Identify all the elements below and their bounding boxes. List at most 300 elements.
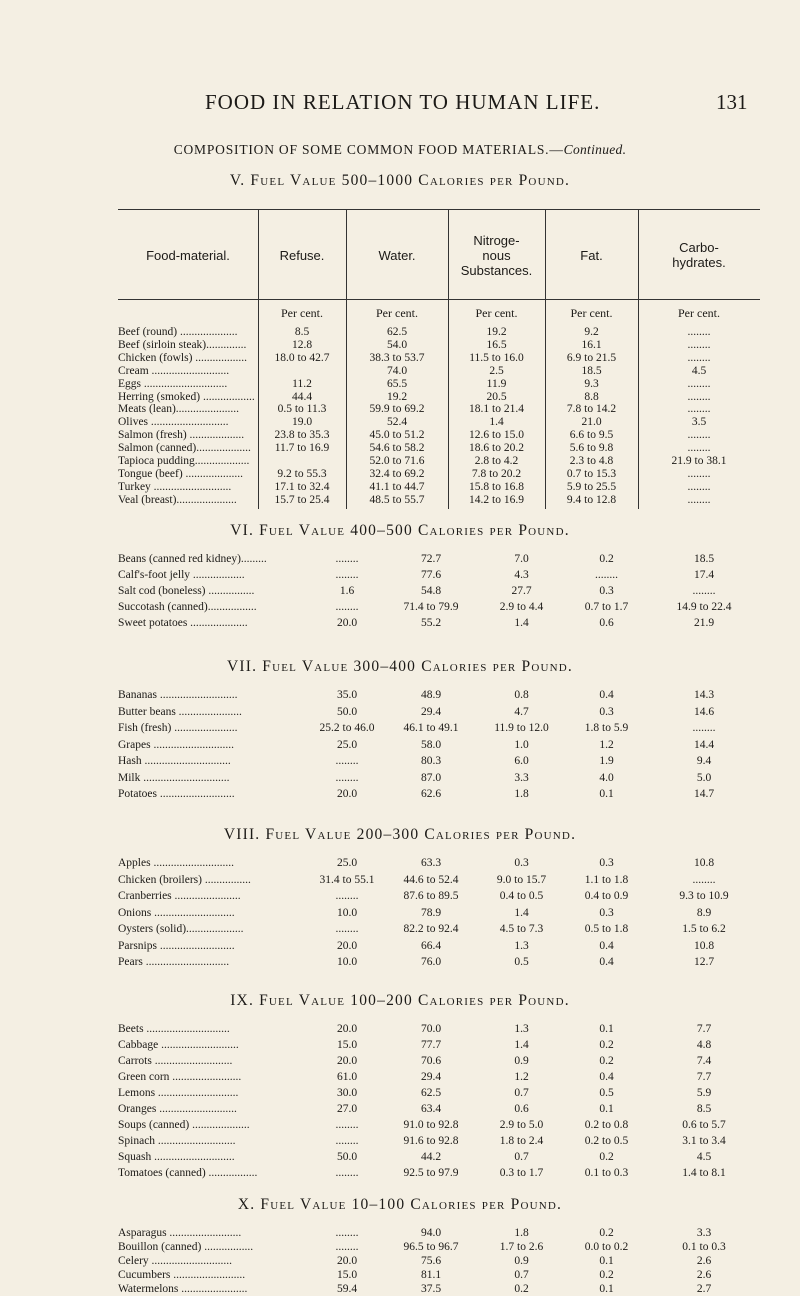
cell-carbo: 8.9 (696, 906, 712, 919)
cell-fat: 0.2 to 0.5 (584, 1135, 629, 1147)
table-row (0, 856, 800, 870)
cell-fat: 0.3 (599, 585, 614, 597)
cell-carbo: 4.5 (696, 1151, 712, 1163)
cell-refuse: ........ (335, 923, 359, 935)
cell-refuse: 50.0 (336, 705, 358, 718)
table-row (0, 552, 800, 566)
table-row (0, 1022, 800, 1036)
header-water: Water. (378, 247, 416, 263)
cell-nitrogenous: 12.6 to 15.0 (469, 429, 524, 442)
table-row (0, 873, 800, 887)
food-name: Meats (lean)...................... (118, 403, 240, 416)
table-row (0, 480, 800, 494)
cell-nitrogenous: 11.5 to 16.0 (469, 351, 524, 364)
cell-water: 54.6 to 58.2 (369, 442, 425, 455)
cell-refuse: 19.0 (291, 416, 313, 429)
cell-water: 75.6 (420, 1255, 442, 1267)
cell-carbo: 14.9 to 22.4 (676, 601, 732, 613)
cell-nitrogenous: 0.6 (514, 1103, 529, 1115)
cell-water: 46.1 to 49.1 (403, 722, 459, 734)
cell-carbo: 14.6 (693, 705, 715, 718)
cell-water: 91.6 to 92.8 (403, 1135, 459, 1147)
cell-water: 19.2 (386, 390, 408, 403)
header-refuse: Refuse. (279, 247, 325, 263)
cell-fat: 0.3 (599, 705, 614, 718)
cell-nitrogenous: 0.2 (514, 1283, 529, 1295)
cell-fat: 0.5 to 1.8 (584, 923, 629, 935)
cell-carbo: 3.1 to 3.4 (682, 1135, 726, 1147)
cell-refuse: 0.5 to 11.3 (277, 403, 327, 416)
cell-refuse: ........ (335, 1227, 359, 1239)
table-row (0, 1240, 800, 1254)
cell-carbo: 18.5 (693, 553, 715, 565)
cell-carbo: ........ (692, 873, 716, 886)
table-row (0, 688, 800, 702)
cell-fat: 0.2 (599, 1269, 614, 1281)
food-name: Cucumbers ......................... (118, 1269, 246, 1281)
cell-refuse: ........ (335, 1135, 359, 1147)
cell-water: 62.5 (386, 326, 408, 338)
table-row (0, 338, 800, 352)
cell-carbo: 7.7 (696, 1071, 712, 1083)
main-title-continued: Continued. (563, 142, 627, 157)
food-name: Tomatoes (canned) ................. (118, 1167, 258, 1179)
food-name: Cranberries ....................... (118, 890, 241, 902)
food-name: Squash ............................ (118, 1151, 235, 1163)
cell-carbo: 21.9 (693, 617, 715, 629)
table-row (0, 493, 800, 507)
cell-fat: 0.2 (599, 553, 614, 565)
header-rule (118, 299, 760, 300)
cell-carbo: 7.7 (696, 1023, 712, 1035)
cell-refuse: ........ (335, 553, 359, 565)
food-name: Beef (sirloin steak).............. (118, 338, 247, 351)
section-title: VI. Fuel Value 400–500 Calories per Pound. (230, 522, 570, 539)
cell-nitrogenous: 1.0 (514, 738, 529, 751)
food-name: Beans (canned red kidney)......... (118, 553, 267, 565)
table-row (0, 364, 800, 378)
cell-nitrogenous: 0.7 (514, 1087, 529, 1099)
cell-refuse: 30.0 (336, 1087, 358, 1099)
cell-fat: 1.2 (599, 738, 614, 751)
cell-carbo: ........ (687, 429, 711, 442)
cell-fat: 0.2 (599, 1055, 614, 1067)
cell-carbo: 3.5 (691, 416, 707, 429)
cell-nitrogenous: 4.5 to 7.3 (499, 923, 544, 935)
food-name: Cabbage ........................... (118, 1039, 239, 1051)
cell-water: 70.6 (420, 1055, 442, 1067)
cell-nitrogenous: 2.8 to 4.2 (474, 455, 519, 467)
table-row (0, 402, 800, 416)
table-row (0, 1134, 800, 1148)
food-name: Hash .............................. (118, 755, 231, 767)
cell-fat: 8.8 (584, 390, 599, 403)
food-name: Sweet potatoes .................... (118, 617, 248, 629)
cell-carbo: 12.7 (693, 956, 715, 968)
cell-carbo: 9.3 to 10.9 (679, 890, 729, 902)
cell-water: 41.1 to 44.7 (369, 480, 425, 493)
cell-nitrogenous: 1.8 to 2.4 (499, 1135, 544, 1147)
cell-nitrogenous: 0.3 (514, 857, 529, 869)
cell-fat: 0.4 to 0.9 (584, 890, 629, 902)
table-row (0, 377, 800, 391)
cell-nitrogenous: 1.4 (514, 1039, 529, 1051)
section-title: VIII. Fuel Value 200–300 Calories per Pound. (223, 826, 577, 843)
cell-fat: 0.4 (599, 939, 614, 952)
table-row (0, 1070, 800, 1084)
cell-fat: 0.1 (599, 1103, 614, 1115)
cell-nitrogenous: 1.4 (514, 906, 529, 919)
cell-water: 59.9 to 69.2 (369, 403, 425, 416)
cell-water: 58.0 (420, 738, 442, 751)
table-row (0, 1150, 800, 1164)
cell-carbo: ........ (687, 326, 711, 338)
cell-carbo: 8.5 (696, 1103, 712, 1115)
cell-water: 82.2 to 92.4 (403, 923, 459, 935)
food-name: Bouillon (canned) ................. (118, 1241, 254, 1253)
cell-nitrogenous: 1.8 (514, 1227, 529, 1239)
section-title: X. Fuel Value 10–100 Calories per Pound. (237, 1196, 563, 1213)
cell-refuse: 35.0 (336, 689, 358, 701)
cell-refuse: 20.0 (336, 788, 358, 800)
table-row (0, 889, 800, 903)
cell-refuse: ........ (335, 1119, 359, 1131)
cell-fat: 0.1 (599, 1255, 614, 1267)
table-row (0, 705, 800, 719)
header-food: Food-material. (146, 247, 230, 263)
cell-water: 38.3 to 53.7 (369, 351, 425, 364)
cell-water: 29.4 (420, 1071, 442, 1083)
unit-water: Per cent. (376, 306, 418, 320)
cell-nitrogenous: 4.3 (514, 569, 529, 581)
cell-fat: 1.8 to 5.9 (584, 722, 629, 734)
food-name: Chicken (fowls) .................. (118, 351, 248, 364)
cell-fat: 0.2 to 0.8 (584, 1119, 629, 1131)
table-row (0, 325, 800, 339)
cell-nitrogenous: 16.5 (486, 338, 507, 351)
cell-water: 96.5 to 96.7 (403, 1241, 459, 1253)
cell-water: 87.6 to 89.5 (403, 890, 459, 902)
cell-fat: 6.9 to 21.5 (566, 351, 617, 364)
food-name: Eggs ............................. (118, 377, 228, 390)
cell-fat: 0.1 (599, 788, 614, 800)
table-row (0, 351, 800, 365)
cell-carbo: 21.9 to 38.1 (671, 455, 727, 467)
table-row (0, 415, 800, 429)
cell-carbo: ........ (687, 493, 711, 506)
cell-carbo: 3.3 (696, 1227, 712, 1239)
cell-carbo: 5.9 (696, 1087, 712, 1099)
cell-carbo: 1.5 to 6.2 (682, 923, 726, 935)
cell-refuse: ........ (335, 601, 359, 613)
food-name: Cream ........................... (118, 364, 230, 377)
cell-fat: 0.0 to 0.2 (584, 1241, 629, 1253)
food-name: Spinach ........................... (118, 1135, 236, 1147)
cell-refuse: 20.0 (336, 617, 358, 629)
cell-carbo: 4.8 (696, 1039, 712, 1051)
food-name: Carrots ........................... (118, 1055, 233, 1067)
cell-carbo: 4.5 (691, 364, 707, 377)
cell-nitrogenous: 18.1 to 21.4 (469, 403, 524, 416)
cell-water: 52.4 (386, 416, 408, 429)
cell-fat: 0.6 (599, 617, 614, 629)
cell-fat: ........ (595, 569, 618, 581)
table-row (0, 616, 800, 630)
table-row (0, 738, 800, 752)
cell-nitrogenous: 15.8 to 16.8 (469, 480, 524, 493)
table-row (0, 390, 800, 404)
unit-fat: Per cent. (570, 306, 613, 320)
food-name: Salmon (canned)................... (118, 442, 251, 455)
cell-nitrogenous: 3.3 (514, 771, 529, 784)
food-name: Butter beans ...................... (118, 705, 242, 718)
cell-fat: 0.4 (599, 956, 614, 968)
cell-water: 55.2 (420, 617, 442, 629)
cell-carbo: 14.4 (693, 738, 715, 751)
food-name: Potatoes .......................... (118, 788, 235, 800)
cell-refuse: 20.0 (336, 939, 358, 952)
table-row (0, 428, 800, 442)
cell-water: 52.0 to 71.6 (369, 455, 425, 467)
food-name: Fish (fresh) ...................... (118, 722, 238, 734)
cell-refuse: 11.7 to 16.9 (274, 442, 330, 455)
food-name: Oysters (solid).................... (118, 923, 244, 935)
cell-carbo: 7.4 (696, 1055, 712, 1067)
food-name: Calf's-foot jelly .................. (118, 569, 245, 581)
running-head-title: FOOD IN RELATION TO HUMAN LIFE. (205, 90, 601, 114)
section-title: IX. Fuel Value 100–200 Calories per Pound. (230, 992, 570, 1009)
cell-fat: 0.7 to 15.3 (566, 467, 617, 480)
unit-carbo: Per cent. (678, 306, 720, 320)
cell-fat: 0.7 to 1.7 (584, 601, 629, 613)
cell-fat: 0.2 (599, 1039, 614, 1051)
cell-water: 94.0 (420, 1227, 442, 1239)
cell-water: 44.2 (420, 1151, 442, 1163)
cell-refuse: ........ (335, 1241, 359, 1253)
cell-fat: 18.5 (581, 364, 602, 377)
cell-carbo: 2.6 (696, 1255, 712, 1267)
cell-nitrogenous: 0.9 (514, 1055, 529, 1067)
cell-carbo: 1.4 to 8.1 (682, 1167, 726, 1179)
table-row (0, 754, 800, 768)
cell-nitrogenous: 0.4 to 0.5 (499, 890, 544, 902)
cell-fat: 21.0 (581, 416, 602, 429)
cell-water: 54.0 (386, 338, 408, 351)
main-title (0, 142, 800, 158)
table-row (0, 1054, 800, 1068)
cell-refuse: 61.0 (336, 1071, 358, 1083)
cell-water: 70.0 (420, 1023, 442, 1035)
cell-refuse: 20.0 (336, 1255, 358, 1267)
table-row (0, 1102, 800, 1116)
cell-fat: 0.4 (599, 1071, 614, 1083)
cell-fat: 5.9 to 25.5 (566, 480, 617, 493)
table-row (0, 771, 800, 785)
header-carbo: Carbo- hydrates. (672, 240, 726, 270)
cell-fat: 4.0 (599, 771, 614, 784)
cell-water: 62.5 (420, 1087, 442, 1099)
cell-water: 48.5 to 55.7 (369, 493, 425, 506)
cell-refuse: 12.8 (291, 338, 313, 351)
cell-refuse: 25.2 to 46.0 (319, 722, 375, 734)
food-name: Apples ............................ (118, 857, 234, 869)
main-title-text: COMPOSITION OF SOME COMMON FOOD MATERIALS.— (173, 142, 564, 157)
cell-carbo: 2.7 (696, 1283, 712, 1295)
cell-water: 87.0 (420, 771, 442, 784)
cell-fat: 9.3 (584, 377, 599, 390)
unit-nitrogenous: Per cent. (475, 306, 518, 320)
cell-refuse: 15.7 to 25.4 (274, 493, 330, 506)
cell-nitrogenous: 0.8 (514, 689, 529, 701)
cell-nitrogenous: 1.4 (514, 617, 529, 629)
cell-fat: 0.4 (599, 689, 614, 701)
food-name: Tongue (beef) .................... (118, 467, 244, 480)
cell-carbo: ........ (687, 338, 711, 351)
cell-refuse: 18.0 to 42.7 (274, 351, 330, 364)
cell-nitrogenous: 7.8 to 20.2 (471, 467, 522, 480)
cell-carbo: ........ (687, 390, 711, 403)
table-row (0, 922, 800, 936)
cell-nitrogenous: 1.3 (514, 1023, 529, 1035)
cell-refuse: 1.6 (339, 585, 355, 597)
cell-water: 76.0 (420, 956, 442, 968)
food-name: Watermelons ....................... (118, 1283, 248, 1295)
cell-refuse: 25.0 (336, 738, 358, 751)
food-name: Parsnips .......................... (118, 939, 235, 952)
cell-carbo: ........ (687, 403, 711, 416)
cell-water: 80.3 (420, 755, 442, 767)
cell-nitrogenous: 0.3 to 1.7 (499, 1167, 544, 1179)
cell-fat: 0.5 (599, 1087, 614, 1099)
cell-refuse: ........ (335, 1167, 359, 1179)
table-row (0, 1268, 800, 1282)
cell-carbo: 14.3 (693, 689, 715, 701)
food-name: Beets ............................. (118, 1023, 230, 1035)
food-name: Asparagus ......................... (118, 1227, 242, 1239)
cell-water: 71.4 to 79.9 (403, 601, 459, 613)
unit-refuse: Per cent. (281, 306, 323, 320)
header-fat: Fat. (580, 247, 603, 263)
cell-water: 29.4 (420, 705, 442, 718)
cell-water: 92.5 to 97.9 (403, 1167, 459, 1179)
food-name: Green corn ........................ (118, 1071, 242, 1083)
cell-nitrogenous: 7.0 (514, 553, 529, 565)
food-name: Herring (smoked) .................. (118, 390, 255, 403)
food-name: Grapes ............................ (118, 738, 234, 751)
cell-fat: 0.1 (599, 1283, 614, 1295)
cell-nitrogenous: 0.9 (514, 1255, 529, 1267)
cell-water: 66.4 (420, 939, 442, 952)
cell-refuse: 44.4 (291, 390, 313, 403)
cell-refuse: 15.0 (336, 1269, 358, 1281)
column-header (118, 209, 760, 300)
cell-carbo: 5.0 (696, 771, 712, 784)
table-row (0, 906, 800, 920)
food-name: Succotash (canned)................. (118, 601, 257, 613)
cell-nitrogenous: 1.3 (514, 939, 529, 952)
cell-refuse: 20.0 (336, 1023, 358, 1035)
cell-carbo: ........ (692, 722, 716, 734)
cell-refuse: 59.4 (336, 1283, 358, 1295)
table-row (0, 1038, 800, 1052)
cell-water: 48.9 (420, 689, 442, 701)
cell-carbo: 10.8 (693, 939, 715, 952)
cell-refuse: 23.8 to 35.3 (274, 429, 330, 442)
cell-carbo: 10.8 (693, 857, 715, 869)
cell-refuse: 15.0 (336, 1039, 358, 1051)
cell-carbo: 14.7 (693, 788, 715, 800)
section-title: VII. Fuel Value 300–400 Calories per Pound. (227, 658, 573, 675)
cell-water: 91.0 to 92.8 (403, 1119, 459, 1131)
cell-refuse: 10.0 (336, 956, 358, 968)
cell-nitrogenous: 11.9 to 12.0 (494, 722, 549, 734)
cell-carbo: 2.6 (696, 1269, 712, 1281)
cell-refuse: 8.5 (294, 326, 310, 338)
cell-carbo: ........ (687, 480, 711, 493)
cell-fat: 6.6 to 9.5 (569, 429, 614, 442)
cell-nitrogenous: 2.9 to 4.4 (499, 601, 544, 613)
cell-water: 62.6 (420, 788, 442, 800)
cell-nitrogenous: 2.9 to 5.0 (499, 1119, 544, 1131)
food-name: Milk .............................. (118, 771, 230, 784)
cell-fat: 1.1 to 1.8 (584, 873, 629, 886)
cell-nitrogenous: 11.9 (486, 377, 507, 390)
cell-refuse: 25.0 (336, 857, 358, 869)
cell-water: 81.1 (420, 1269, 442, 1281)
cell-fat: 0.1 to 0.3 (584, 1167, 629, 1179)
cell-refuse: 31.4 to 55.1 (319, 873, 375, 886)
cell-water: 77.7 (420, 1039, 442, 1051)
food-name: Onions ............................ (118, 906, 235, 919)
cell-water: 78.9 (420, 906, 442, 919)
cell-fat: 0.3 (599, 906, 614, 919)
cell-refuse: 50.0 (336, 1151, 358, 1163)
food-name: Tapioca pudding................... (118, 455, 250, 467)
cell-nitrogenous: 2.5 (489, 364, 504, 377)
cell-carbo: 9.4 (696, 755, 712, 767)
cell-water: 77.6 (420, 569, 442, 581)
cell-nitrogenous: 20.5 (486, 390, 507, 403)
cell-water: 32.4 to 69.2 (369, 467, 425, 480)
cell-refuse: ........ (335, 755, 359, 767)
cell-refuse: ........ (335, 890, 359, 902)
food-name: Beef (round) .................... (118, 326, 238, 338)
cell-nitrogenous: 14.2 to 16.9 (469, 493, 524, 506)
cell-nitrogenous: 1.7 to 2.6 (499, 1241, 544, 1253)
food-name: Celery ............................ (118, 1255, 233, 1267)
table-row (0, 1254, 800, 1268)
table-row (0, 584, 800, 598)
section-title: V. Fuel Value 500–1000 Calories per Pound. (229, 172, 571, 189)
cell-refuse: 10.0 (336, 906, 358, 919)
table-row (0, 568, 800, 582)
food-name: Veal (breast)..................... (118, 493, 237, 506)
cell-fat: 5.6 to 9.8 (569, 442, 614, 455)
cell-fat: 0.2 (599, 1151, 614, 1163)
page-number: 131 (716, 90, 748, 114)
table-row (0, 454, 800, 468)
cell-carbo: 17.4 (693, 569, 715, 581)
cell-water: 72.7 (420, 553, 442, 565)
header-nitrogenous: Nitroge- nous Substances. (460, 232, 533, 278)
cell-fat: 9.2 (584, 326, 599, 338)
cell-carbo: ........ (687, 442, 711, 455)
food-name: Salt cod (boneless) ................ (118, 585, 255, 597)
cell-fat: 0.1 (599, 1023, 614, 1035)
table-row (0, 955, 800, 969)
cell-water: 54.8 (420, 585, 442, 597)
cell-fat: 2.3 to 4.8 (569, 455, 614, 467)
